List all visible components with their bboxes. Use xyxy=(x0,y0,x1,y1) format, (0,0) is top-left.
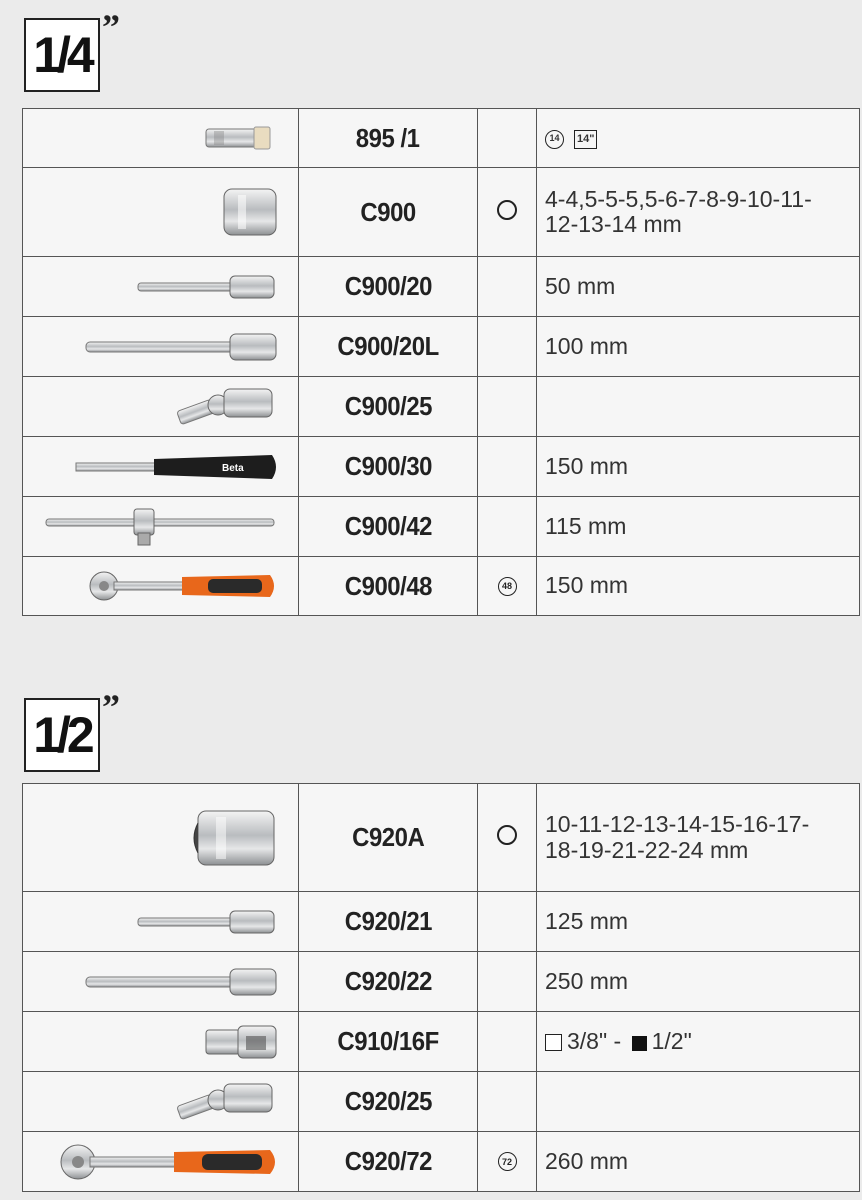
drive-size-mini-badge: 14" xyxy=(574,130,597,149)
extension-bar-long-icon xyxy=(82,338,282,355)
tool-spec xyxy=(537,497,860,557)
tool-code xyxy=(299,1132,478,1192)
six-point-circle-icon xyxy=(497,825,517,845)
table-row xyxy=(23,557,860,616)
tool-code xyxy=(299,557,478,616)
tool-symbol xyxy=(478,1072,537,1132)
tool-code-text: C920/21 xyxy=(344,906,432,936)
tool-image-cell xyxy=(23,1012,299,1072)
table-row xyxy=(23,109,860,168)
tool-code xyxy=(299,952,478,1012)
tool-code-text: C920/22 xyxy=(344,966,432,996)
tool-spec xyxy=(537,437,860,497)
extension-bar-long-icon xyxy=(82,973,282,990)
tool-spec-text: 50 mm xyxy=(545,272,616,299)
table-row xyxy=(23,437,860,497)
adapter-from: 3/8" xyxy=(567,1027,608,1054)
tool-code-text: C900/30 xyxy=(344,451,432,481)
tool-spec xyxy=(537,1012,860,1072)
tool-code-text: C920A xyxy=(351,822,425,852)
adapter-to: 1/2" xyxy=(651,1027,692,1054)
tool-code xyxy=(299,109,478,168)
universal-joint-icon xyxy=(172,398,282,415)
table-row xyxy=(23,892,860,952)
tool-spec xyxy=(537,557,860,616)
adapter-separator: - xyxy=(607,1027,628,1054)
tool-code xyxy=(299,497,478,557)
drive-size-badge-1-4 xyxy=(24,18,100,92)
tool-image-cell xyxy=(23,437,299,497)
tool-spec-text: 125 mm xyxy=(545,907,629,934)
tool-spec xyxy=(537,952,860,1012)
tool-image-cell xyxy=(23,377,299,437)
tool-spec-text: 115 mm xyxy=(545,512,627,539)
tool-spec xyxy=(537,317,860,377)
tool-code-text: C900 xyxy=(360,196,416,227)
tool-code xyxy=(299,377,478,437)
table-row xyxy=(23,168,860,257)
table-row xyxy=(23,377,860,437)
spinner-screwdriver-icon xyxy=(72,458,282,475)
tool-code-text: C900/42 xyxy=(344,511,432,541)
ratchet-icon xyxy=(82,577,282,594)
table-row xyxy=(23,317,860,377)
tool-image-cell xyxy=(23,257,299,317)
bit-count-badge: 14 xyxy=(545,130,564,149)
teeth-count-badge: 72 xyxy=(498,1152,517,1171)
square-drive-filled-icon xyxy=(632,1036,647,1051)
table-row xyxy=(23,1012,860,1072)
tool-image-cell xyxy=(23,784,299,892)
tool-symbol xyxy=(478,784,537,892)
universal-joint-icon xyxy=(172,1093,282,1110)
ratchet-icon xyxy=(52,1153,282,1170)
tool-symbol xyxy=(478,1132,537,1192)
tool-code xyxy=(299,257,478,317)
tool-spec xyxy=(537,892,860,952)
tool-spec xyxy=(537,257,860,317)
tool-image-cell xyxy=(23,952,299,1012)
tool-symbol xyxy=(478,317,537,377)
square-drive-open-icon xyxy=(545,1034,562,1051)
tool-image-cell xyxy=(23,317,299,377)
tool-spec xyxy=(537,168,860,257)
tool-image-cell xyxy=(23,1132,299,1192)
svg-text:Beta: Beta xyxy=(222,462,244,474)
tool-code xyxy=(299,317,478,377)
tool-spec-text: 260 mm xyxy=(545,1147,629,1174)
drive-size-label: 1/2 xyxy=(33,707,91,763)
tool-symbol xyxy=(478,437,537,497)
tool-code-text: C900/20 xyxy=(344,271,432,301)
adapter-icon xyxy=(202,1033,282,1050)
tool-symbol xyxy=(478,109,537,168)
tool-spec xyxy=(537,1132,860,1192)
tool-code-text: C920/25 xyxy=(344,1086,432,1116)
tool-symbol xyxy=(478,168,537,257)
tool-code-text: C900/20L xyxy=(337,331,439,361)
inch-mark: ” xyxy=(102,687,120,727)
bit-holder-icon xyxy=(202,129,282,146)
drive-size-label: 1/4 xyxy=(33,27,91,83)
teeth-count-badge: 48 xyxy=(498,577,517,596)
tool-code xyxy=(299,892,478,952)
tool-image-cell xyxy=(23,109,299,168)
adapter-spec xyxy=(545,1028,692,1054)
tool-spec-text: 250 mm xyxy=(545,967,629,994)
tool-code-text: C920/72 xyxy=(344,1146,432,1176)
tool-symbol xyxy=(478,1012,537,1072)
tool-spec-text: 10-11-12-13-14-15-16-17-18-19-21-22-24 mm xyxy=(545,811,810,863)
tool-image-cell xyxy=(23,168,299,257)
tool-code xyxy=(299,437,478,497)
extension-bar-short-icon xyxy=(132,278,282,295)
tool-image-cell xyxy=(23,497,299,557)
tool-code xyxy=(299,1012,478,1072)
table-row xyxy=(23,497,860,557)
tool-spec xyxy=(537,1072,860,1132)
tool-symbol xyxy=(478,952,537,1012)
tool-image-cell xyxy=(23,1072,299,1132)
table-row xyxy=(23,1072,860,1132)
tool-spec xyxy=(537,784,860,892)
hex-socket-icon xyxy=(218,203,282,220)
tool-symbol xyxy=(478,557,537,616)
table-row xyxy=(23,257,860,317)
tool-symbol xyxy=(478,892,537,952)
table-row xyxy=(23,1132,860,1192)
tool-symbol xyxy=(478,497,537,557)
tool-spec-text: 4-4,5-5-5,5-6-7-8-9-10-11-12-13-14 mm xyxy=(545,185,812,237)
tool-spec-text: 100 mm xyxy=(545,332,629,359)
hex-socket-icon xyxy=(186,829,282,846)
tool-table-1-4 xyxy=(22,108,860,616)
t-bar-handle-icon xyxy=(42,518,282,535)
tool-code-text: 895 /1 xyxy=(356,122,420,153)
tool-code xyxy=(299,1072,478,1132)
tool-image-cell xyxy=(23,557,299,616)
table-row xyxy=(23,784,860,892)
tool-code-text: C910/16F xyxy=(337,1026,439,1056)
drive-size-badge-1-2 xyxy=(24,698,100,772)
tool-code xyxy=(299,784,478,892)
tool-spec xyxy=(537,377,860,437)
table-row xyxy=(23,952,860,1012)
tool-code xyxy=(299,168,478,257)
tool-code-text: C900/25 xyxy=(344,391,432,421)
tool-spec-text: 150 mm xyxy=(545,572,629,599)
tool-symbol xyxy=(478,257,537,317)
tool-spec xyxy=(537,109,860,168)
extension-bar-short-icon xyxy=(132,913,282,930)
tool-symbol xyxy=(478,377,537,437)
tool-spec-text: 150 mm xyxy=(545,452,629,479)
tool-image-cell xyxy=(23,892,299,952)
inch-mark: ” xyxy=(102,7,120,47)
tool-code-text: C900/48 xyxy=(344,570,432,601)
six-point-circle-icon xyxy=(497,200,517,220)
tool-table-1-2 xyxy=(22,783,860,1192)
